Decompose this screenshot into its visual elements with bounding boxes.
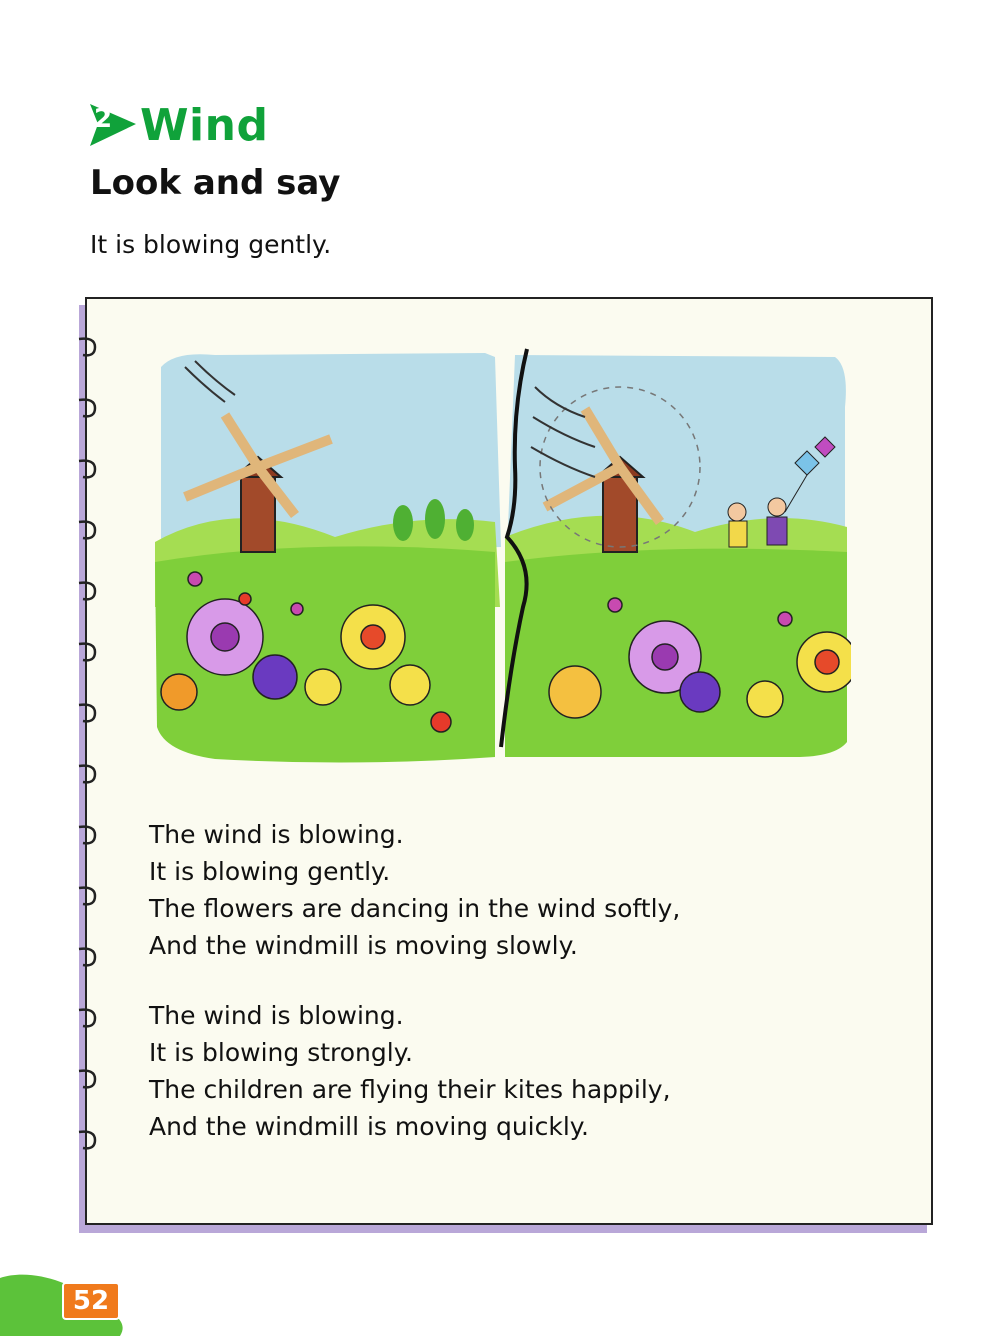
poem-line: It is blowing gently.	[149, 857, 391, 886]
notebook-page	[85, 297, 933, 1225]
unit-number: 2	[94, 104, 113, 134]
binder-ring	[79, 583, 95, 600]
binder-ring	[79, 461, 95, 478]
section-title: Look and say	[90, 163, 341, 203]
binder-ring	[79, 339, 95, 356]
poem-stanza-1	[149, 816, 680, 964]
poem-line: The children are flying their kites happily,	[149, 1075, 671, 1104]
intro-sentence: It is blowing gently.	[90, 230, 332, 259]
binder-ring	[79, 1010, 95, 1027]
windmill-illustration	[155, 347, 851, 767]
poem-line: And the windmill is moving slowly.	[149, 931, 578, 960]
binder-ring	[79, 949, 95, 966]
unit-title: Wind	[140, 99, 269, 151]
binder-ring	[79, 888, 95, 905]
unit-badge	[88, 100, 138, 150]
poem-stanza-2	[149, 997, 680, 1145]
binder-ring	[79, 400, 95, 417]
binder-ring	[79, 705, 95, 722]
poem-line: And the windmill is moving quickly.	[149, 1112, 589, 1141]
binder-ring	[79, 766, 95, 783]
poem-line: The flowers are dancing in the wind softly,	[149, 894, 681, 923]
binder-ring	[79, 1132, 95, 1149]
binder-ring	[79, 1071, 95, 1088]
poem-line: It is blowing strongly.	[149, 1038, 413, 1067]
unit-heading	[88, 95, 268, 155]
binder-rings	[73, 299, 113, 1223]
binder-ring	[79, 827, 95, 844]
binder-ring	[79, 522, 95, 539]
poem-line: The wind is blowing.	[149, 820, 404, 849]
poem	[149, 816, 680, 1178]
poem-line: The wind is blowing.	[149, 1001, 404, 1030]
page-number: 52	[62, 1282, 120, 1320]
binder-ring	[79, 644, 95, 661]
